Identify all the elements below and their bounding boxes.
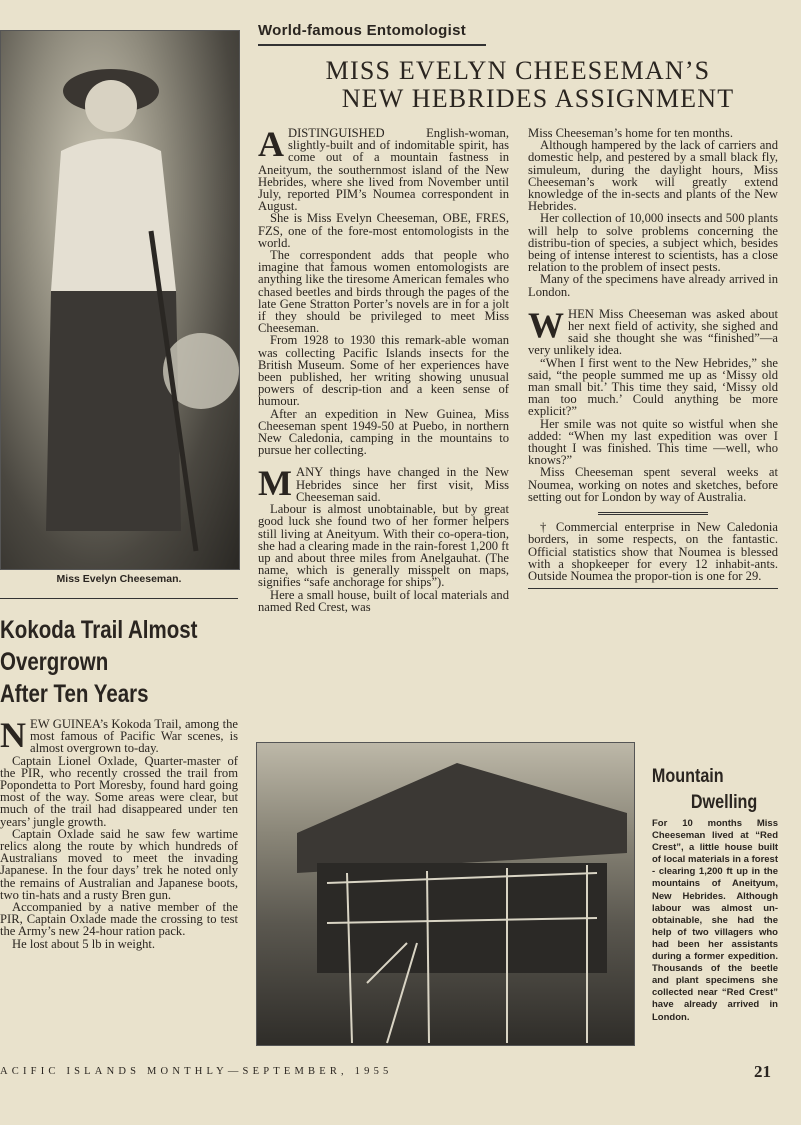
article-dropcap-m: M xyxy=(258,463,292,504)
col1-paragraph-4: From 1928 to 1930 this remark-able woman was collecting Pacific Islands insects for the British Museum. Some of her experiences have been published, her writing showing unusual powers of descrip-tion and a keen sense of humour. xyxy=(258,333,509,409)
house-photo-drawing-icon xyxy=(257,743,634,1045)
kokoda-paragraph-2: Captain Lionel Oxlade, Quarter-master of the PIR, who recently crossed the trail from Popondetta to Port Moresby, found hard going most of the way. Some areas were clear, but much of the trail had disappeared under ten years’ jungle growth. xyxy=(0,753,238,829)
dwelling-title-line-2: Dwelling xyxy=(690,792,758,813)
article-dropcap-w: W xyxy=(528,304,564,345)
headline-line-2: NEW HEBRIDES ASSIGNMENT xyxy=(341,84,735,113)
col2-paragraph-3: Her collection of 10,000 insects and 500 plants will help to solve problems concerning the distribu-tion of species, a subject which, besides being of intense interest to scientists, has a close relation to the problem of insect pests. xyxy=(528,211,778,275)
article-dropcap-a: A xyxy=(258,124,284,164)
portrait-figure-icon xyxy=(1,31,239,569)
column-2-bottom-rule xyxy=(528,588,778,589)
house-photo xyxy=(256,742,635,1046)
col2-paragraph-7: Her smile was not quite so wistful when she added: “When my last expedition was over I thought I was finished. This time —well, who knows?” xyxy=(528,416,778,468)
col1-paragraph-1: DISTINGUISHED English-woman, slightly-built and of indomitable spirit, has come out of a mountain fastness in Aneityum, the southernmost island of the New Hebrides, where she lived from November until July, reported PIM’s Noumea correspondent in August. xyxy=(258,126,509,214)
kicker-underline xyxy=(258,44,486,46)
kokoda-story xyxy=(0,715,238,951)
col1-paragraph-5: After an expedition in New Guinea, Miss Cheeseman spent 1949-50 at Puebo, in northern New Caledonia, camping in the mountains to pursue her collecting. xyxy=(258,406,509,458)
headline-line-1: MISS EVELYN CHEESEMAN’S xyxy=(325,56,711,85)
col1-paragraph-6: ANY things have changed in the New Hebrides since her first visit, Miss Cheeseman said. xyxy=(295,465,509,504)
article-column-1 xyxy=(258,124,509,614)
kokoda-dropcap: N xyxy=(0,715,26,755)
dwelling-title xyxy=(640,764,757,816)
portrait-photo xyxy=(0,30,240,570)
col2-paragraph-6: “When I first went to the New Hebrides,” she said, “the people summed me up as ‘Missy old man small bit.’ This time they said, ‘Missy old man too much.’ Could anything be more explicit?” xyxy=(528,355,778,419)
page-number: 21 xyxy=(754,1062,771,1081)
portrait-caption: Miss Evelyn Cheeseman. xyxy=(56,573,182,585)
footnote: † Commercial enterprise in New Caledonia borders, in some respects, on the fantastic. Official statistics show that Noumea is blessed with a shopkeeper for every 12 inhabit-ants. Outside Noumea the propor-tion is one for 29. xyxy=(528,520,778,583)
note-divider xyxy=(598,512,708,515)
kokoda-paragraph-5: He lost about 5 lb in weight. xyxy=(12,936,156,951)
article-column-2 xyxy=(528,127,778,589)
kokoda-paragraph-3: Captain Oxlade said he saw few wartime relics along the route by which hundreds of Australians moved to meet the invading Japanese. In the four days’ trek he noted only the remains of Australian and Japanese boots, two tin-hats and a rusty Bren gun. xyxy=(0,826,238,902)
col2-paragraph-4: Many of the specimens have already arrived in London. xyxy=(528,272,778,299)
col1-paragraph-7: Labour is almost unobtainable, but by great good luck she found two of her former helpers still living at Aneityum. With their co-opera-tion, she had a clearing made in the rain-forest 1,200 ft up and about three miles from Anelgauhat. (The name, which is generally misspelt on maps, signifies “safe anchorage for ships”). xyxy=(258,502,509,590)
kokoda-headline-line-2: Overgrown xyxy=(0,648,109,676)
kokoda-headline-line-1: Kokoda Trail Almost xyxy=(0,616,198,644)
dwelling-caption: For 10 months Miss Cheeseman lived at “Red Crest”, a little house built of local materials in a forest - clearing 1,200 ft up in the mountains of Aneityum, New Hebrides. Although labour was almost un-obtainable, she had the help of two villagers who had been her assistants during a former expedition. Thousands of the beetle and plant specimens she collected near “Red Crest” have already arrived in London. xyxy=(652,818,778,1023)
col1-paragraph-8: Here a small house, built of local materials and named Red Crest, was xyxy=(258,587,509,614)
col2-paragraph-5: HEN Miss Cheeseman was asked about her next field of activity, she sighed and said she thought she was “finished”—a very unlikely idea. xyxy=(528,306,778,358)
kokoda-paragraph-1: EW GUINEA’s Kokoda Trail, among the most famous of Pacific War scenes, is almost overgrown to-day. xyxy=(30,717,238,756)
col2-paragraph-1: Miss Cheeseman’s home for ten months. xyxy=(528,126,733,140)
footer-publication: ACIFIC ISLANDS MONTHLY—SEPTEMBER, 1955 xyxy=(0,1066,393,1077)
col1-paragraph-3: The correspondent adds that people who imagine that famous women entomologists are anything like the tiresome American females who chased beetles and birds through the pages of the late Gene Stratton Porter’s novels are in for a jolt if they should be privileged to meet Miss Cheeseman. xyxy=(258,248,509,336)
kokoda-paragraph-4: Accompanied by a native member of the PIR, Captain Oxlade made the crossing to test the Army’s new 24-hour ration pack. xyxy=(0,900,238,939)
dwelling-title-line-1: Mountain xyxy=(651,766,724,787)
portrait-rule xyxy=(0,598,238,599)
headline xyxy=(258,57,778,113)
col2-paragraph-2: Although hampered by the lack of carriers and domestic help, and pestered by a small black fly, simuleum, during the daylight hours, Miss Cheeseman’s work will greatly extend knowledge of the in-sects and plants of the New Hebrides. xyxy=(528,138,778,214)
kokoda-headline-line-3: After Ten Years xyxy=(0,680,149,708)
col1-paragraph-2: She is Miss Evelyn Cheeseman, OBE, FRES, FZS, one of the fore-most entomologists in the world. xyxy=(258,211,509,250)
kokoda-headline xyxy=(0,614,198,710)
col2-paragraph-8: Miss Cheeseman spent several weeks at Noumea, working on notes and sketches, before setting out for London by way of Australia. xyxy=(528,465,778,504)
section-kicker: World-famous Entomologist xyxy=(258,22,467,39)
